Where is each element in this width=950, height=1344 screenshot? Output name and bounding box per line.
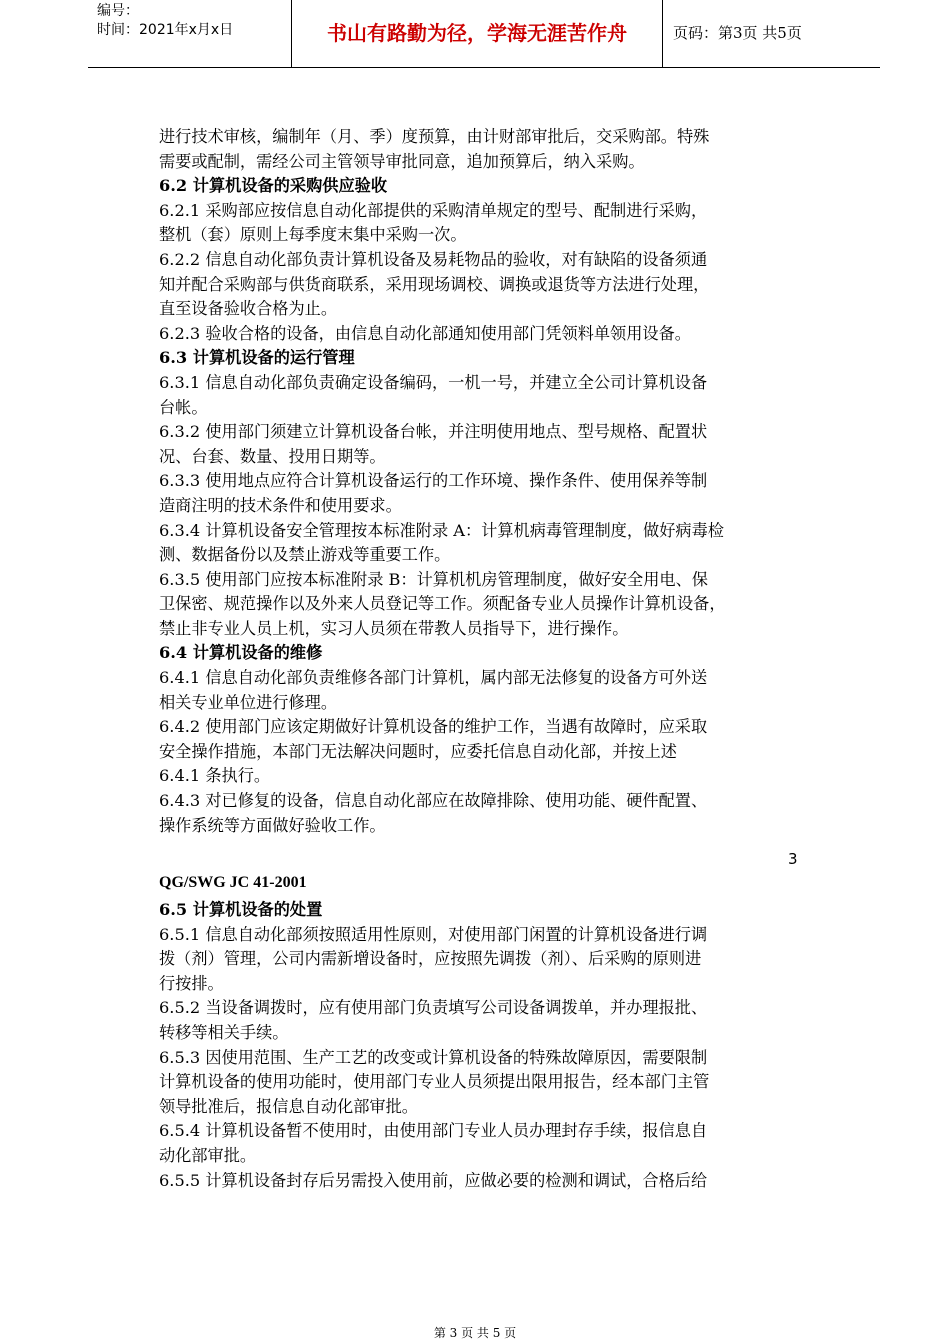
page-header [88,0,880,68]
paragraph-line: 知并配合采购部与供货商联系，采用现场调校、调换或退货等方法进行处理， [159,274,710,294]
paragraph-line: 6.3.1 信息自动化部负责确定设备编码，一机一号，并建立全公司计算机设备 [159,372,708,392]
section-heading: 6.5 计算机设备的处置 [159,900,323,919]
header-meta [88,0,291,67]
paragraph-line: 转移等相关手续。 [159,1022,289,1042]
paragraph-line: 6.5.4 计算机设备暂不使用时，由使用部门专业人员办理封存手续，报信息自 [159,1121,708,1141]
paragraph-line: 6.2.2 信息自动化部负责计算机设备及易耗物品的验收，对有缺陷的设备须通 [159,249,708,269]
paragraph-line: 进行技术审核，编制年（月、季）度预算，由计财部审批后，交采购部。特殊 [159,127,710,146]
paragraph-line: 整机（套）原则上每季度末集中采购一次。 [159,225,467,245]
paragraph-line: 6.2.1 采购部应按信息自动化部提供的采购清单规定的型号、配制进行采购， [159,200,708,220]
header-time-label: 时间：2021年x月x日 [97,22,234,38]
section-heading: 6.2 计算机设备的采购供应验收 [159,176,388,196]
header-number-label: 编号： [97,3,139,19]
paragraph-line: 6.4.2 使用部门应该定期做好计算机设备的维护工作，当遇有故障时，应采取 [159,717,708,737]
inner-page-number: 3 [788,850,798,868]
paragraph-line: 计算机设备的使用功能时，使用部门专业人员须提出限用报告，经本部门主管 [159,1072,710,1092]
paragraph-line: 6.5.5 计算机设备封存后另需投入使用前，应做必要的检测和调试，合格后给 [159,1170,708,1190]
paragraph-line: 测、数据备份以及禁止游戏等重要工作。 [159,545,451,565]
paragraph-line: 6.4.1 信息自动化部负责维修各部门计算机，属内部无法修复的设备方可外送 [159,668,708,688]
paragraph-line: 台帐。 [159,397,208,417]
paragraph-line: 6.5.2 当设备调拨时，应有使用部门负责填写公司设备调拨单，并办理报批、 [159,998,708,1018]
paragraph-line: 禁止非专业人员上机，实习人员须在带教人员指导下，进行操作。 [159,618,629,638]
paragraph-line: 况、台套、数量、投用日期等。 [159,446,386,466]
document-body-part-1 [159,125,815,838]
paragraph-line: 6.4.3 对已修复的设备，信息自动化部应在故障排除、使用功能、硬件配置、 [159,791,708,811]
paragraph-line: 拨（剂）管理，公司内需新增设备时，应按照先调拨（剂）、后采购的原则进 [159,949,702,969]
header-motto: 书山有路勤为径，学海无涯苦作舟 [291,0,663,67]
paragraph-line: 动化部审批。 [159,1145,257,1165]
paragraph-line: 6.3.4 计算机设备安全管理按本标准附录 A：计算机病毒管理制度，做好病毒检 [159,520,724,540]
paragraph-line: 相关专业单位进行修理。 [159,692,338,712]
paragraph-line: 6.3.5 使用部门应按本标准附录 B：计算机机房管理制度，做好安全用电、保 [159,569,708,589]
paragraph-line: 6.2.3 验收合格的设备，由信息自动化部通知使用部门凭领料单领用设备。 [159,323,691,343]
paragraph-line: 直至设备验收合格为止。 [159,299,338,319]
paragraph-line: 需要或配制，需经公司主管领导审批同意，追加预算后，纳入采购。 [159,151,645,171]
section-heading: 6.3 计算机设备的运行管理 [159,348,355,368]
section-heading: 6.4 计算机设备的维修 [159,643,323,663]
paragraph-line: 6.5.1 信息自动化部须按照适用性原则，对使用部门闲置的计算机设备进行调 [159,924,708,944]
paragraph-line: 6.4.1 条执行。 [159,766,271,786]
standard-code: QG/SWG JC 41-2001 [159,874,307,891]
paragraph-line: 6.5.3 因使用范围、生产工艺的改变或计算机设备的特殊故障原因，需要限制 [159,1047,708,1067]
paragraph-line: 造商注明的技术条件和使用要求。 [159,495,402,515]
paragraph-line: 6.3.3 使用地点应符合计算机设备运行的工作环境、操作条件、使用保养等制 [159,471,708,491]
header-page-info: 页码：第3页 共5页 [673,24,802,42]
page-footer: 第 3 页 共 5 页 [433,1326,517,1340]
paragraph-line: 6.3.2 使用部门须建立计算机设备台帐，并注明使用地点、型号规格、配置状 [159,422,708,442]
paragraph-line: 领导批准后，报信息自动化部审批。 [159,1096,418,1116]
paragraph-line: 操作系统等方面做好验收工作。 [159,815,386,835]
paragraph-line: 行按排。 [159,973,224,993]
paragraph-line: 卫保密、规范操作以及外来人员登记等工作。须配备专业人员操作计算机设备， [159,594,726,614]
paragraph-line: 安全操作措施，本部门无法解决问题时，应委托信息自动化部，并按上述 [159,741,677,761]
document-body-part-2 [159,898,815,1193]
